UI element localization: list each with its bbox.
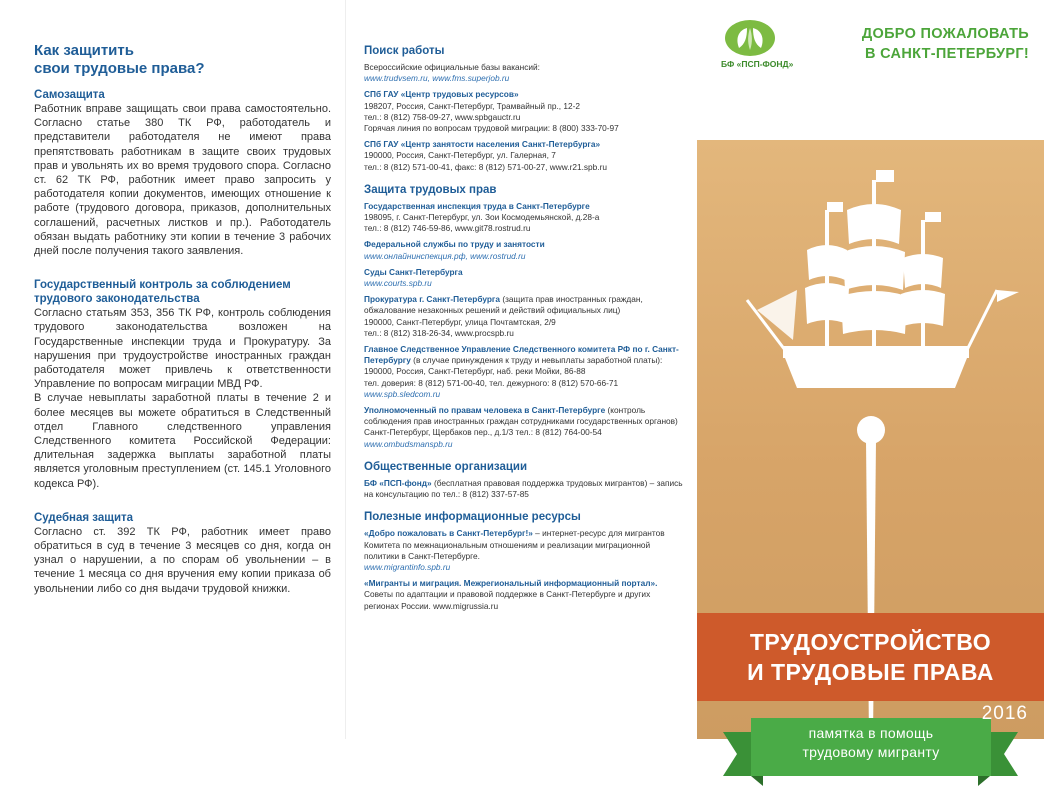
logo xyxy=(721,20,794,69)
useful-resources-heading: Полезные информационные ресурсы xyxy=(364,511,581,524)
welcome-heading: ДОБРО ПОЖАЛОВАТЬ В САНКТ-ПЕТЕРБУРГ! xyxy=(861,26,1029,62)
org-entry: Суды Санкт-Петербурга www.courts.spb.ru xyxy=(364,266,463,289)
org-entry: СПб ГАУ «Центр занятости населения Санкт-Петербурга» 190000, Россия, Санкт-Петербург, ул. Галерная, 7 тел.: 8 (812) 571-00-41, факс: 8 (812) 571-00-27, www.r21.spb.ru xyxy=(364,139,607,172)
org-entry: Федеральной службы по труду и занятости www.онлайнинспекция.рф, www.rostrud.ru xyxy=(364,239,545,261)
org-entry: Прокуратура г. Санкт-Петербурга (защита прав иностранных граждан, обжалование незаконных решений и действий официальных лиц) 190000, Санкт-Петербург, улица Почтамтская, 2/9 тел.: 8 (812) 318-26-34, www.procspb.ru xyxy=(364,294,643,338)
job-search-heading: Поиск работы xyxy=(364,45,445,57)
state-control-heading: Государственный контроль за соблюдением трудового законодательства xyxy=(34,279,291,306)
public-orgs-heading: Общественные организации xyxy=(364,460,528,473)
leaf-logo-icon xyxy=(725,20,775,56)
subtitle-ribbon xyxy=(697,718,1044,790)
self-defense-text: Работник вправе защищать свои права самостоятельно. Согласно статье 380 ТК РФ, работодатель и представители работодателя не имеют права препятствовать работникам в защите своих трудовых прав и увольнять их во время трудового спора. Согласно ст. 62 ТК РФ, работник имеет право запросить у работодателя копии документов, имеющих отношение к работе (трудового договора, приказов, дополнительных соглашений, расчетных листков и пр.). Работодатель обязан выдать работнику эти копии в течение 3 рабочих дней после получения такого заявления. xyxy=(34,103,331,258)
org-entry: СПб ГАУ «Центр трудовых ресурсов» 198207, Россия, Санкт-Петербург, Трамвайный пр., 12-2 тел.: 8 (812) 758-09-27, www.spbgauctr.ru Горячая линия по вопросам трудовой миграции: 8 (800) 333-70-97 xyxy=(364,89,619,134)
left-title: Как защитить свои трудовые права? xyxy=(34,42,205,77)
title-line-1: ТРУДОУСТРОЙСТВО xyxy=(749,629,992,655)
title-line-2: И ТРУДОВЫЕ ПРАВА xyxy=(747,659,994,685)
org-entry: Государственная инспекция труда в Санкт-Петербурге 198095, г. Санкт-Петербург, ул. Зои Космодемьянской, д.28-а тел.: 8 (812) 746-59-86, www.git78.rostrud.ru xyxy=(364,200,600,234)
org-entry: Главное Следственное Управление Следственного комитета РФ по г. Санкт-Петербургу (в случае принуждения к труду и невыплаты заработной платы): 190000, Россия, Санкт-Петербург, наб. реки Мойки, 86-88 тел. доверия: 8 (812) 571-00-40, тел. дежурного: 8 (812) 570-66-71 www.spb.sledcom.ru xyxy=(364,344,679,399)
rights-protection-heading: Защита трудовых прав xyxy=(364,183,497,196)
org-entry: «Мигранты и миграция. Межрегиональный информационный портал». Советы по адаптации и правовой поддержке в Санкт-Петербурге и других регионах России. www.migrussia.ru xyxy=(364,578,658,611)
court-defense-text: Согласно ст. 392 ТК РФ, работник имеет право обратиться в суд в течение 3 месяцев со дня, когда он узнал о нарушении, а по спорам об увольнении – в течение 1 месяца со дня вручения ему копии приказа об увольнении либо со дня выдачи трудовой книжки. xyxy=(34,525,331,595)
state-control-text-1: Согласно статьям 353, 356 ТК РФ, контроль соблюдения трудового законодательства возложен на Государственные инспекции труда и Прокуратуру. За нарушения при трудоустройстве иностранных граждан работодателя может привлечь к ответственности Управление по вопросам миграции МВД РФ. xyxy=(34,307,331,391)
title-banner xyxy=(697,613,1044,701)
org-entry: БФ «ПСП-фонд» (бесплатная правовая поддержка трудовых мигрантов) – запись на консультацию по тел.: 8 (812) 337-57-85 xyxy=(364,477,683,500)
cover-illustration xyxy=(697,140,1044,760)
job-intro-urls[interactable]: www.trudvsem.ru, www.fms.superjob.ru xyxy=(364,73,510,84)
self-defense-heading: Самозащита xyxy=(34,89,105,101)
logo-text: БФ «ПСП-ФОНД» xyxy=(721,59,794,69)
court-defense-heading: Судебная защита xyxy=(34,511,134,524)
job-intro: Всероссийские официальные базы вакансий: www.trudvsem.ru, www.fms.superjob.ru xyxy=(364,62,683,84)
subtitle-text: памятка в помощь трудовому мигранту xyxy=(802,725,940,760)
org-entry: «Добро пожаловать в Санкт-Петербург!» – интернет-ресурс для мигрантов Комитета по межнациональным отношениям и реализации миграционной политики в Санкт-Петербурге. www.migrantinfo.spb.ru xyxy=(364,528,665,572)
cover-header xyxy=(697,0,1044,140)
leaf-icon xyxy=(725,20,775,56)
state-control-text-2: В случае невыплаты заработной платы в течение 2 и более месяцев вы можете обратиться в Следственный отдел Главного следственного управления Следственного комитета Российской Федерации: длительная задержка выплаты заработной платы является уголовным преступлением (ст. 145.1 Уголовного кодекса РФ). xyxy=(34,392,331,490)
left-panel xyxy=(0,0,345,739)
org-entry: Уполномоченный по правам человека в Санкт-Петербурге (контроль соблюдения прав иностранных граждан сотрудниками государственных органов) Санкт-Петербург, Щербаков пер., д.1/3 тел.: 8 (812) 764-00-54 www.ombudsmanspb.ru xyxy=(364,405,678,449)
cover-panel xyxy=(697,0,1044,760)
middle-panel xyxy=(345,0,697,739)
year-label: 2016 xyxy=(981,703,1028,724)
